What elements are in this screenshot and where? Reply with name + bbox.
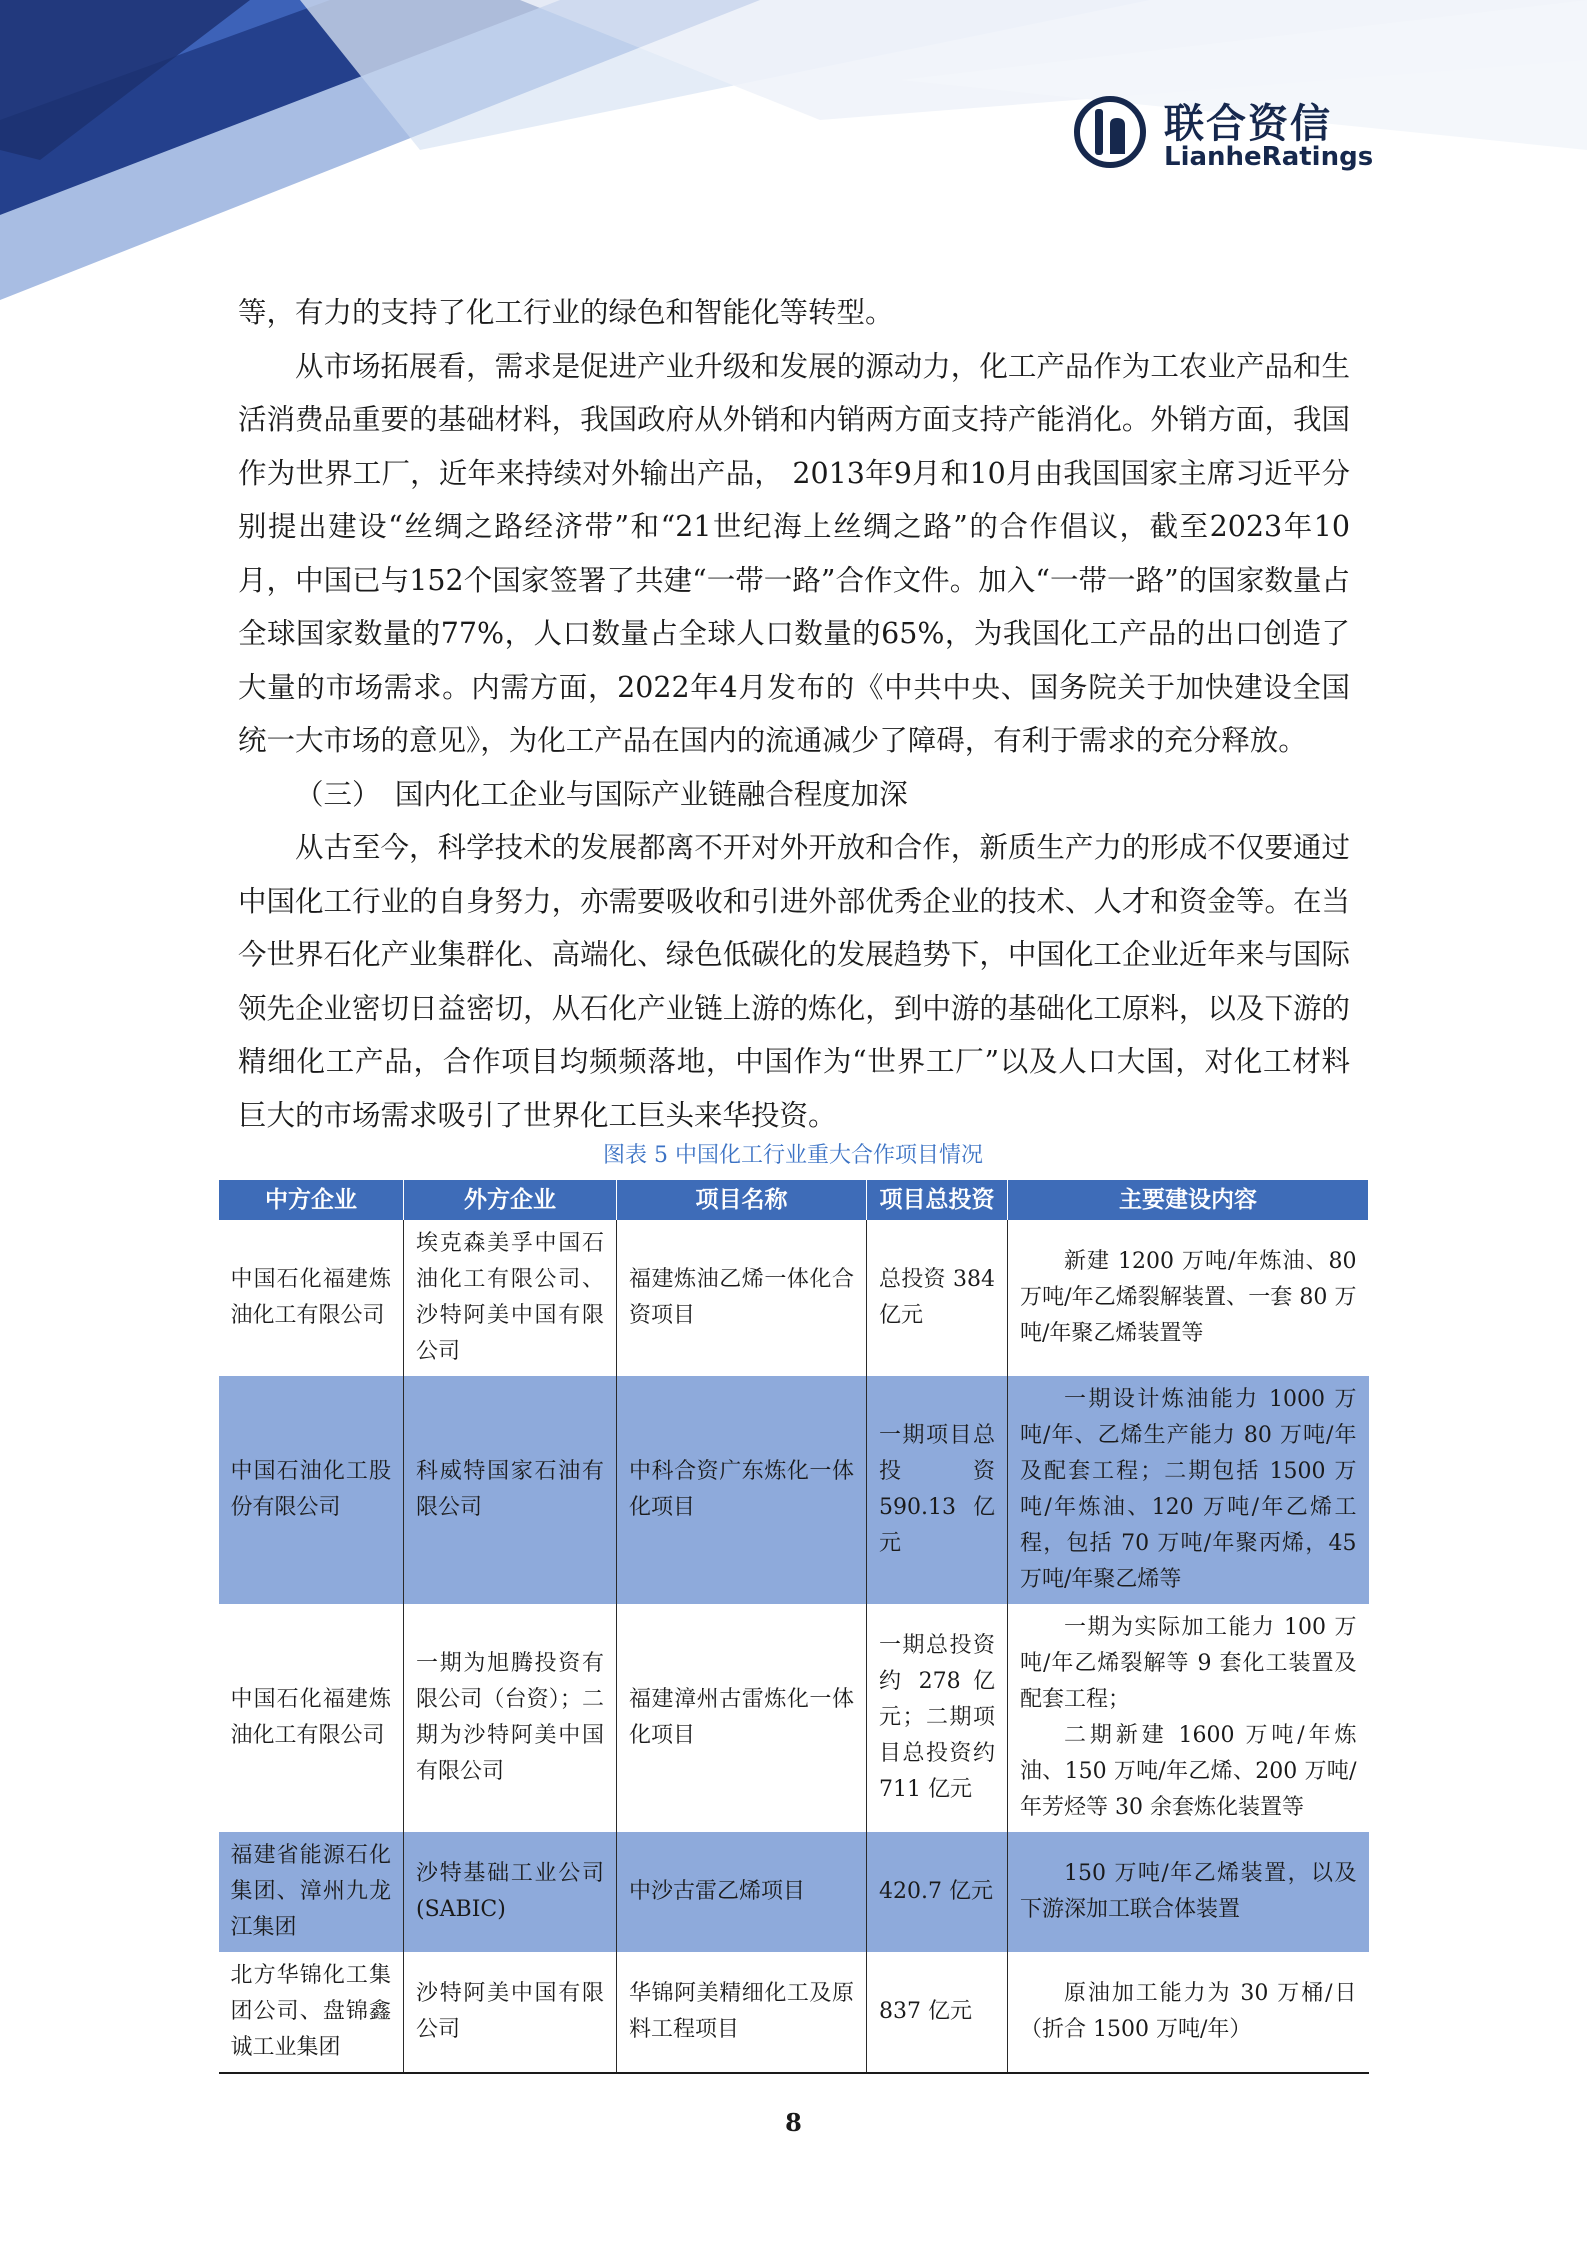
page-number: 8: [785, 2108, 802, 2137]
table-header-row: [219, 1180, 1369, 1220]
cell-foreign-company: 科威特国家石油有限公司: [404, 1376, 617, 1604]
lianhe-logo: [1072, 88, 1374, 178]
cell-project-name: 中沙古雷乙烯项目: [617, 1832, 867, 1952]
table-row: [219, 1952, 1369, 2073]
cell-chinese-company: 北方华锦化工集团公司、盘锦鑫诚工业集团: [219, 1952, 404, 2073]
cell-main-content: 一期设计炼油能力 1000 万吨/年、乙烯生产能力 80 万吨/年及配套工程；二期包括 1500 万吨/年炼油、120 万吨/年乙烯工程，包括 70 万吨/年聚丙烯，45 万吨/年聚乙烯等: [1008, 1376, 1369, 1604]
cell-project-name: 华锦阿美精细化工及原料工程项目: [617, 1952, 867, 2073]
lianhe-logo-icon: [1072, 94, 1148, 170]
column-header-foreign-company: 外方企业: [404, 1180, 617, 1220]
column-header-chinese-company: 中方企业: [219, 1180, 404, 1220]
cell-main-content: 新建 1200 万吨/年炼油、80 万吨/年乙烯裂解装置、一套 80 万吨/年聚乙烯装置等: [1008, 1220, 1369, 1376]
cell-foreign-company: 埃克森美孚中国石油化工有限公司、沙特阿美中国有限公司: [404, 1220, 617, 1376]
cell-chinese-company: 中国石油化工股份有限公司: [219, 1376, 404, 1604]
table-row: [219, 1832, 1369, 1952]
cell-main-content: 150 万吨/年乙烯装置，以及下游深加工联合体装置: [1008, 1832, 1369, 1952]
report-body: [238, 286, 1350, 1142]
column-header-total-investment: 项目总投资: [867, 1180, 1008, 1220]
paragraph-continuation: 等，有力的支持了化工行业的绿色和智能化等转型。: [238, 296, 894, 329]
cell-total-investment: 一期项目总投资 590.13 亿元: [867, 1376, 1008, 1604]
cell-total-investment: 一期总投资约 278 亿元；二期项目总投资约 711 亿元: [867, 1604, 1008, 1832]
cell-foreign-company: 沙特阿美中国有限公司: [404, 1952, 617, 2073]
logo-english-name: LianheRatings: [1164, 142, 1374, 172]
cell-chinese-company: 福建省能源石化集团、漳州九龙江集团: [219, 1832, 404, 1952]
table-row: [219, 1220, 1369, 1376]
table-row: [219, 1376, 1369, 1604]
section-heading: （三） 国内化工企业与国际产业链融合程度加深: [295, 777, 908, 811]
cell-total-investment: 总投资 384亿元: [867, 1220, 1008, 1376]
cell-foreign-company: 沙特基础工业公司(SABIC): [404, 1832, 617, 1952]
content-phase-one: 一期为实际加工能力 100 万吨/年乙烯裂解等 9 套化工装置及配套工程；: [1020, 1615, 1357, 1712]
cell-chinese-company: 中国石化福建炼油化工有限公司: [219, 1604, 404, 1832]
column-header-main-content: 主要建设内容: [1008, 1180, 1369, 1220]
content-phase-two: 二期新建 1600 万吨/年炼油、150 万吨/年乙烯、200 万吨/年芳烃等 30 余套炼化装置等: [1020, 1723, 1357, 1820]
paragraph-international-cooperation: 从古至今，科学技术的发展都离不开对外开放和合作，新质生产力的形成不仅要通过中国化工行业的自身努力，亦需要吸收和引进外部优秀企业的技术、人才和资金等。在当今世界石化产业集群化、高端化、绿色低碳化的发展趋势下，中国化工企业近年来与国际领先企业密切日益密切，从石化产业链上游的炼化，到中游的基础化工原料，以及下游的精细化工产品，合作项目均频频落地，中国作为“世界工厂”以及人口大国，对化工材料巨大的市场需求吸引了世界化工巨头来华投资。: [238, 831, 1350, 1132]
table-row: [219, 1604, 1369, 1832]
paragraph-market-expansion: 从市场拓展看，需求是促进产业升级和发展的源动力，化工产品作为工农业产品和生活消费品重要的基础材料，我国政府从外销和内销两方面支持产能消化。外销方面，我国作为世界工厂，近年来持续对外输出产品， 2013年9月和10月由我国国家主席习近平分别提出建设“丝绸之路经济带”和“21世纪海上丝绸之路”的合作倡议，截至2023年10月，中国已与152个国家签署了共建“一带一路”合作文件。加入“一带一路”的国家数量占全球国家数量的77%，人口数量占全球人口数量的65%，为我国化工产品的出口创造了大量的市场需求。内需方面，2022年4月发布的《中共中央、国务院关于加快建设全国统一大市场的意见》，为化工产品在国内的流通减少了障碍，有利于需求的充分释放。: [238, 349, 1350, 757]
cell-foreign-company: 一期为旭腾投资有限公司（台资）；二期为沙特阿美中国有限公司: [404, 1604, 617, 1832]
cell-total-investment: 420.7 亿元: [867, 1832, 1008, 1952]
cooperation-projects-table: [218, 1180, 1369, 2074]
cell-total-investment: 837 亿元: [867, 1952, 1008, 2073]
logo-chinese-name: 联合资信: [1164, 101, 1332, 147]
cell-project-name: 福建漳州古雷炼化一体化项目: [617, 1604, 867, 1832]
table-caption: 图表 5 中国化工行业重大合作项目情况: [603, 1143, 983, 1168]
cell-project-name: 福建炼油乙烯一体化合资项目: [617, 1220, 867, 1376]
column-header-project-name: 项目名称: [617, 1180, 867, 1220]
cell-chinese-company: 中国石化福建炼油化工有限公司: [219, 1220, 404, 1376]
cell-main-content: 原油加工能力为 30 万桶/日（折合 1500 万吨/年）: [1008, 1952, 1369, 2073]
cell-project-name: 中科合资广东炼化一体化项目: [617, 1376, 867, 1604]
cell-main-content: [1008, 1604, 1369, 1832]
